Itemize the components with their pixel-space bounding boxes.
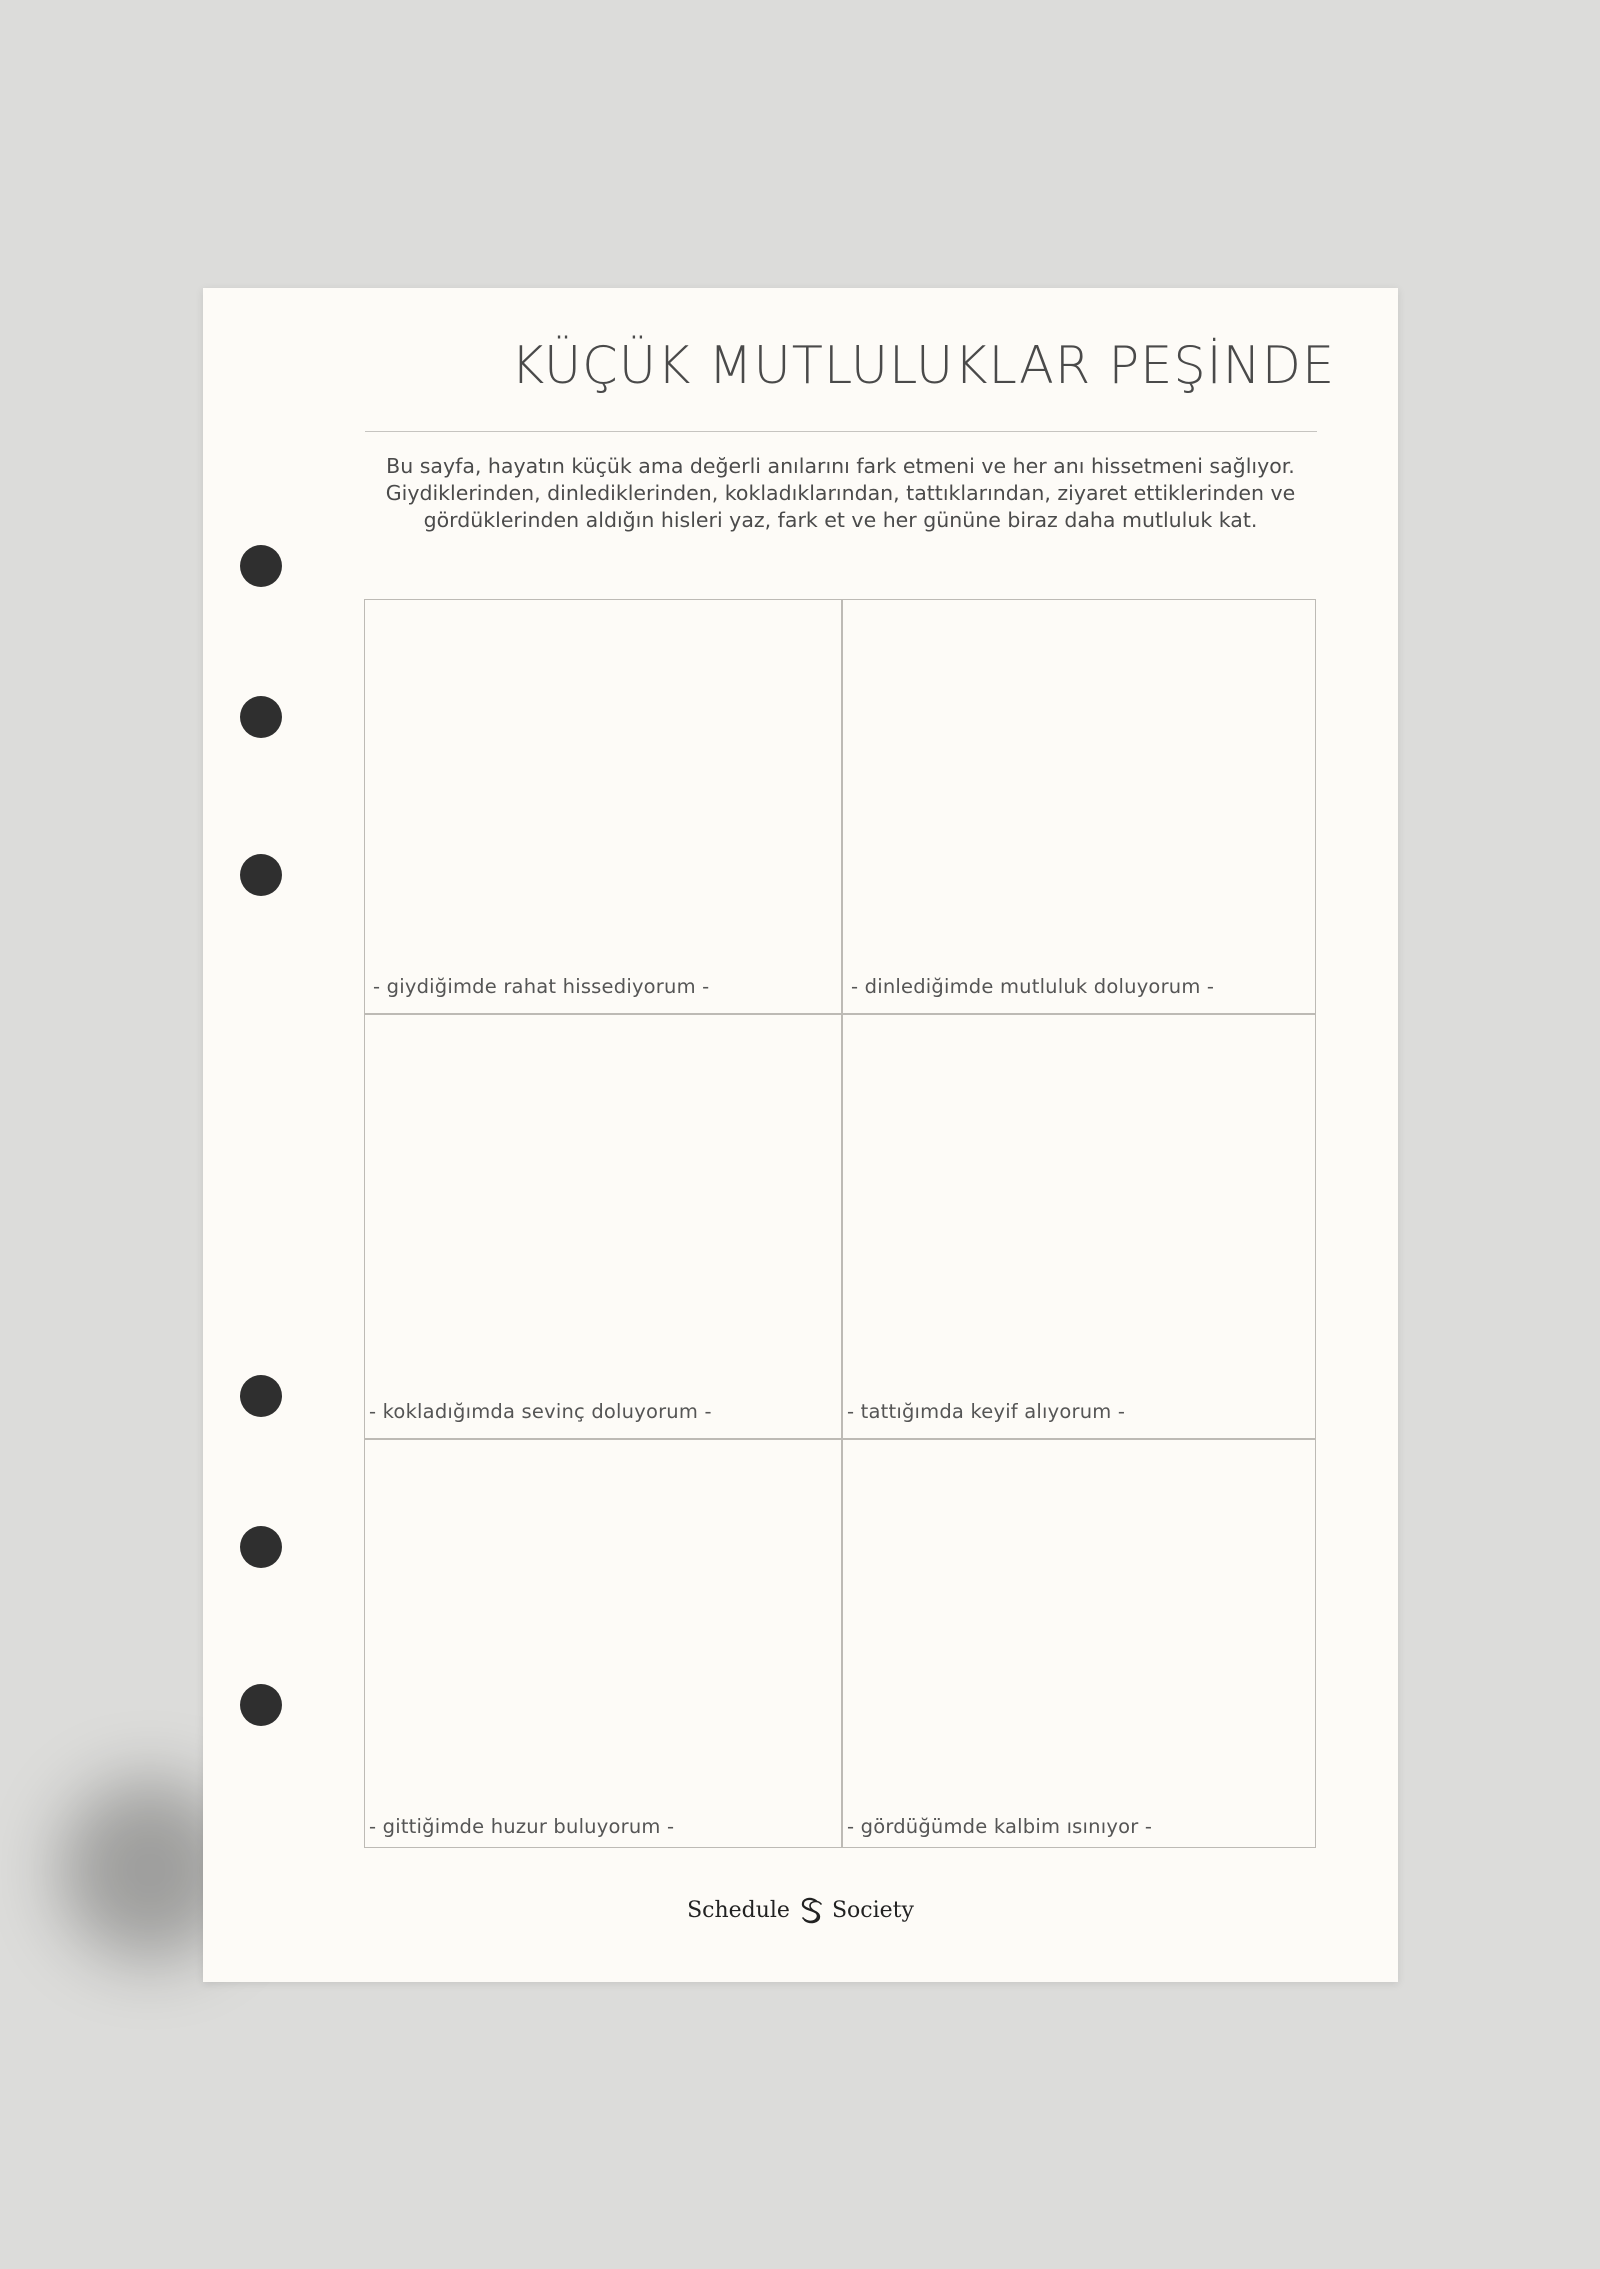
title-divider bbox=[365, 431, 1317, 432]
binder-hole bbox=[240, 1526, 282, 1568]
intro-line: Giydiklerinden, dinlediklerinden, kokladıklarından, tattıklarından, ziyaret ettiklerinden ve bbox=[385, 481, 1296, 505]
cell-label-listen: - dinlediğimde mutluluk doluyorum - bbox=[851, 975, 1215, 998]
cell-label-wear: - giydiğimde rahat hissediyorum - bbox=[373, 975, 710, 998]
double-s-monogram-icon bbox=[796, 1895, 826, 1925]
intro-text bbox=[338, 453, 1343, 534]
cell-label-see: - gördüğümde kalbim ısınıyor - bbox=[847, 1815, 1153, 1838]
intro-line: gördüklerinden aldığın hisleri yaz, fark et ve her gününe biraz daha mutluluk kat. bbox=[423, 508, 1258, 532]
binder-hole bbox=[240, 696, 282, 738]
binder-hole bbox=[240, 854, 282, 896]
planner-page bbox=[203, 288, 1398, 1982]
brand-name-right: Society bbox=[831, 1897, 914, 1923]
binder-hole bbox=[240, 545, 282, 587]
journal-grid bbox=[364, 599, 1316, 1848]
cell-label-taste: - tattığımda keyif alıyorum - bbox=[847, 1400, 1126, 1423]
brand-name-left: Schedule bbox=[687, 1897, 790, 1923]
grid-divider-vertical bbox=[841, 600, 843, 1847]
brand-footer bbox=[203, 1895, 1398, 1925]
grid-divider-horizontal bbox=[365, 1438, 1315, 1440]
intro-line: Bu sayfa, hayatın küçük ama değerli anılarını fark etmeni ve her anı hissetmeni sağlıyor. bbox=[386, 454, 1295, 478]
grid-divider-horizontal bbox=[365, 1013, 1315, 1015]
page-title: KÜÇÜK MUTLULUKLAR PEŞİNDE bbox=[510, 336, 1336, 396]
binder-hole bbox=[240, 1375, 282, 1417]
cell-label-visit: - gittiğimde huzur buluyorum - bbox=[369, 1815, 675, 1838]
binder-hole bbox=[240, 1684, 282, 1726]
cell-label-smell: - kokladığımda sevinç doluyorum - bbox=[369, 1400, 712, 1423]
